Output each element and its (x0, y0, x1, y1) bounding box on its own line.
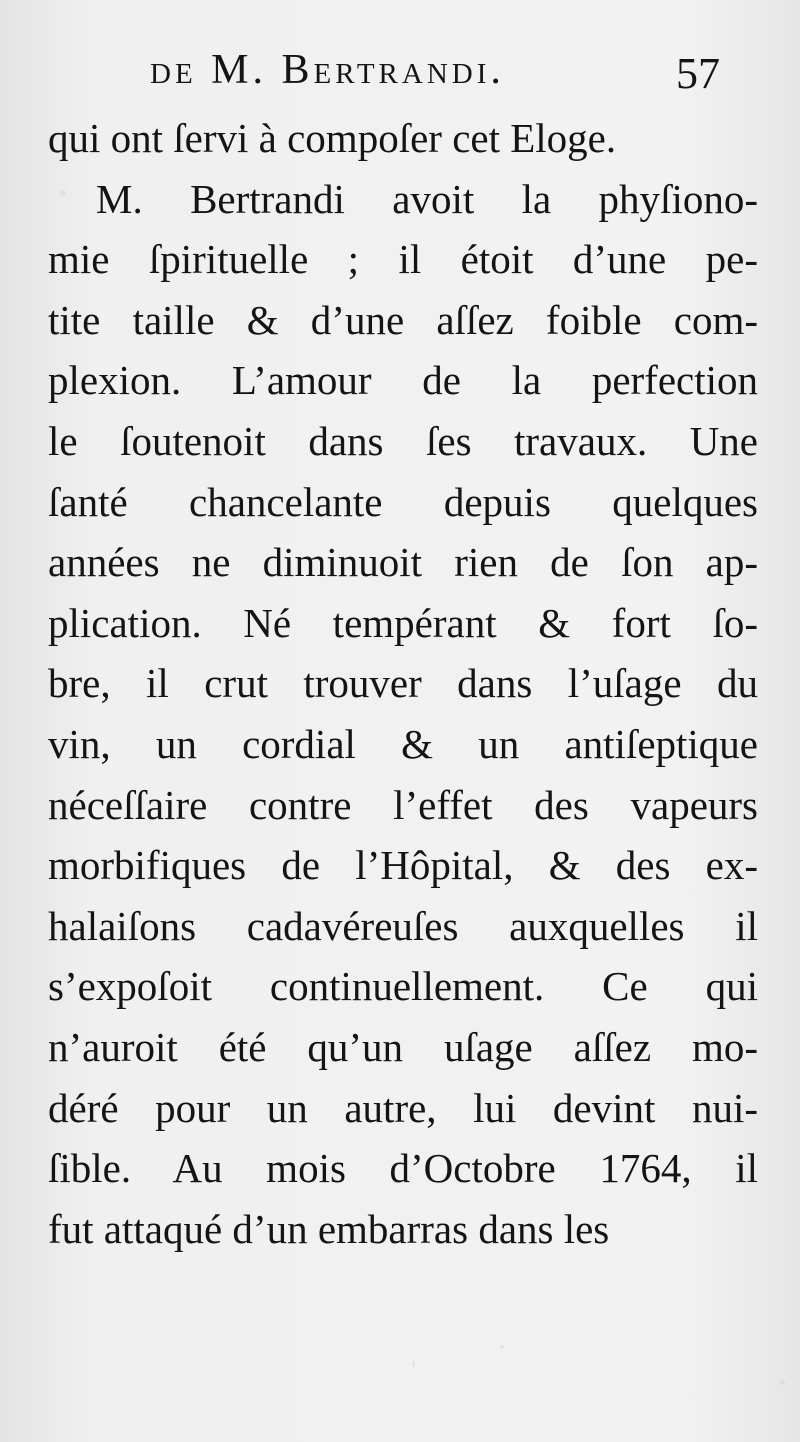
text-line: déré pour un autre, lui devint nui- (48, 1084, 758, 1131)
text-line: tite taille & d’une aſſez foible com- (48, 296, 758, 343)
text-line: le ſoutenoit dans ſes travaux. Une (48, 417, 758, 464)
text-line: plexion. L’amour de la perfection (48, 357, 758, 404)
text-line: bre, il crut trouver dans l’uſage du (48, 660, 758, 707)
text-line: néceſſaire contre l’effet des vapeurs (48, 781, 758, 828)
paper-speck (60, 190, 66, 196)
text-line: halaiſons cadavéreuſes auxquelles il (48, 902, 758, 949)
page-number: 57 (676, 49, 720, 98)
text-line: vin, un cordial & un antiſeptique (48, 720, 758, 767)
text-line: années ne diminuoit rien de ſon ap- (48, 539, 758, 586)
running-head: de M. Bertrandi. (150, 47, 505, 93)
body-text (48, 108, 758, 1259)
text-line: mie ſpirituelle ; il étoit d’une pe- (48, 236, 758, 283)
paper-speck (500, 1345, 504, 1349)
text-line: fut attaqué d’un embarras dans les (48, 1205, 610, 1252)
text-line: s’expoſoit continuellement. Ce qui (48, 963, 758, 1010)
text-line: plication. Né tempérant & fort ſo- (48, 599, 758, 646)
text-line: ſanté chancelante depuis quelques (48, 478, 758, 525)
text-line: qui ont ſervi à compoſer cet Eloge. (48, 115, 617, 161)
text-line: morbifiques de l’Hôpital, & des ex- (48, 842, 758, 889)
text-line: ſible. Au mois d’Octobre 1764, il (48, 1145, 758, 1192)
paper-speck (412, 1360, 415, 1368)
text-line: n’auroit été qu’un uſage aſſez mo- (48, 1023, 758, 1070)
page-header (0, 46, 800, 106)
text-line: M. Bertrandi avoit la phyſiono- (96, 175, 758, 222)
paper-speck (780, 1380, 785, 1385)
